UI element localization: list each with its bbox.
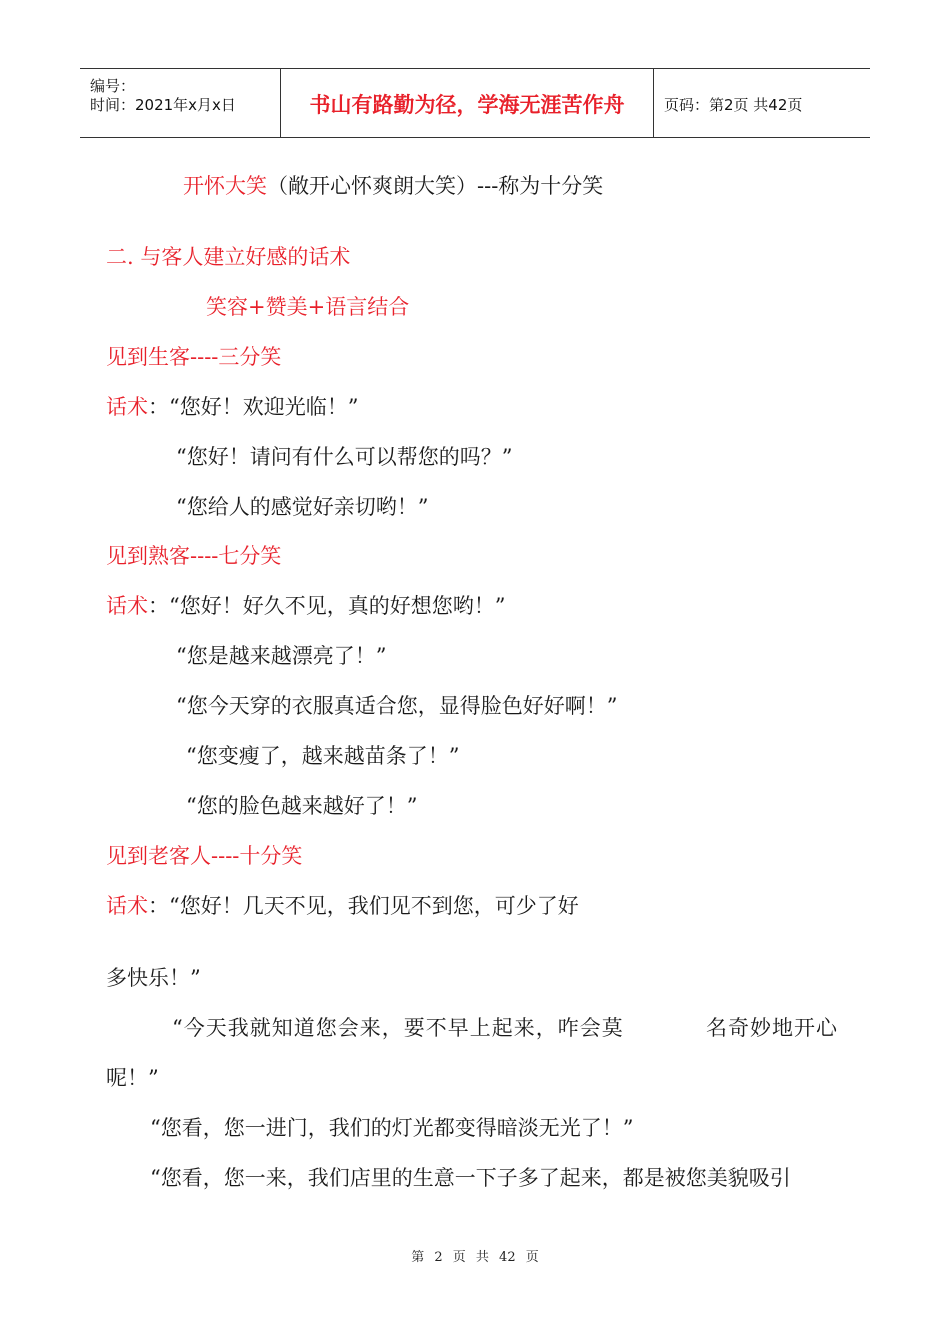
script-line-reg-2-cont: 呢！”	[106, 1066, 159, 1090]
formula-line: 笑容+赞美+语言结合	[206, 295, 410, 319]
script-label: 话术	[106, 395, 148, 419]
heading-regular-customer: 见到老客人----十分笑	[106, 844, 303, 868]
script-line-fam-2: “您是越来越漂亮了！”	[176, 644, 387, 668]
script-colon: ：	[148, 594, 169, 618]
header-page-cell	[654, 69, 870, 137]
script-line-new-3: “您给人的感觉好亲切哟！”	[176, 495, 429, 519]
script-line-reg-4: “您看，您一来，我们店里的生意一下子多了起来，都是被您美貌吸引	[150, 1166, 791, 1190]
script-line-new-1	[106, 394, 358, 420]
script-line-reg-1-cont: 多快乐！”	[106, 966, 201, 990]
document-header	[80, 68, 870, 138]
script-line-reg-1	[106, 893, 579, 919]
section-heading: 二. 与客人建立好感的话术	[106, 245, 351, 269]
heading-familiar-customer: 见到熟客----七分笑	[106, 544, 282, 568]
header-motto: 书山有路勤为径，学海无涯苦作舟	[309, 93, 625, 117]
script-line-fam-4: “您变瘦了，越来越苗条了！”	[186, 744, 460, 768]
script-line-fam-3: “您今天穿的衣服真适合您，显得脸色好好啊！”	[176, 694, 618, 718]
script-text: “您好！欢迎光临！”	[169, 395, 359, 419]
script-text: “您好！几天不见，我们见不到您，可少了好	[169, 894, 579, 918]
page-footer: 第 2 页 共 42 页	[411, 1250, 539, 1265]
script-line-reg-2-end: 名奇妙地开心	[706, 1016, 838, 1040]
script-label: 话术	[106, 894, 148, 918]
script-line-fam-1	[106, 593, 505, 619]
script-colon: ：	[148, 894, 169, 918]
header-meta-cell	[80, 69, 281, 137]
script-label: 话术	[106, 594, 148, 618]
document-time-label: 时间：2021年x月x日	[90, 96, 236, 114]
script-line-reg-2: “今天我就知道您会来，要不早上起来，咋会莫	[172, 1016, 624, 1040]
script-line-fam-5: “您的脸色越来越好了！”	[186, 794, 418, 818]
script-line-reg-3: “您看，您一进门，我们的灯光都变得暗淡无光了！”	[150, 1116, 634, 1140]
heading-new-customer: 见到生客----三分笑	[106, 345, 282, 369]
laugh-type-line	[183, 173, 603, 199]
laugh-type-text: 开怀大笑（敞开心怀爽朗大笑）---称为十分笑	[183, 174, 604, 198]
header-page-label: 页码：第2页 共42页	[664, 96, 803, 114]
script-colon: ：	[148, 395, 169, 419]
document-number-label: 编号：	[90, 77, 136, 95]
header-motto-cell	[281, 69, 654, 137]
script-text: “您好！好久不见，真的好想您哟！”	[169, 594, 506, 618]
script-line-new-2: “您好！请问有什么可以帮您的吗？”	[176, 445, 513, 469]
